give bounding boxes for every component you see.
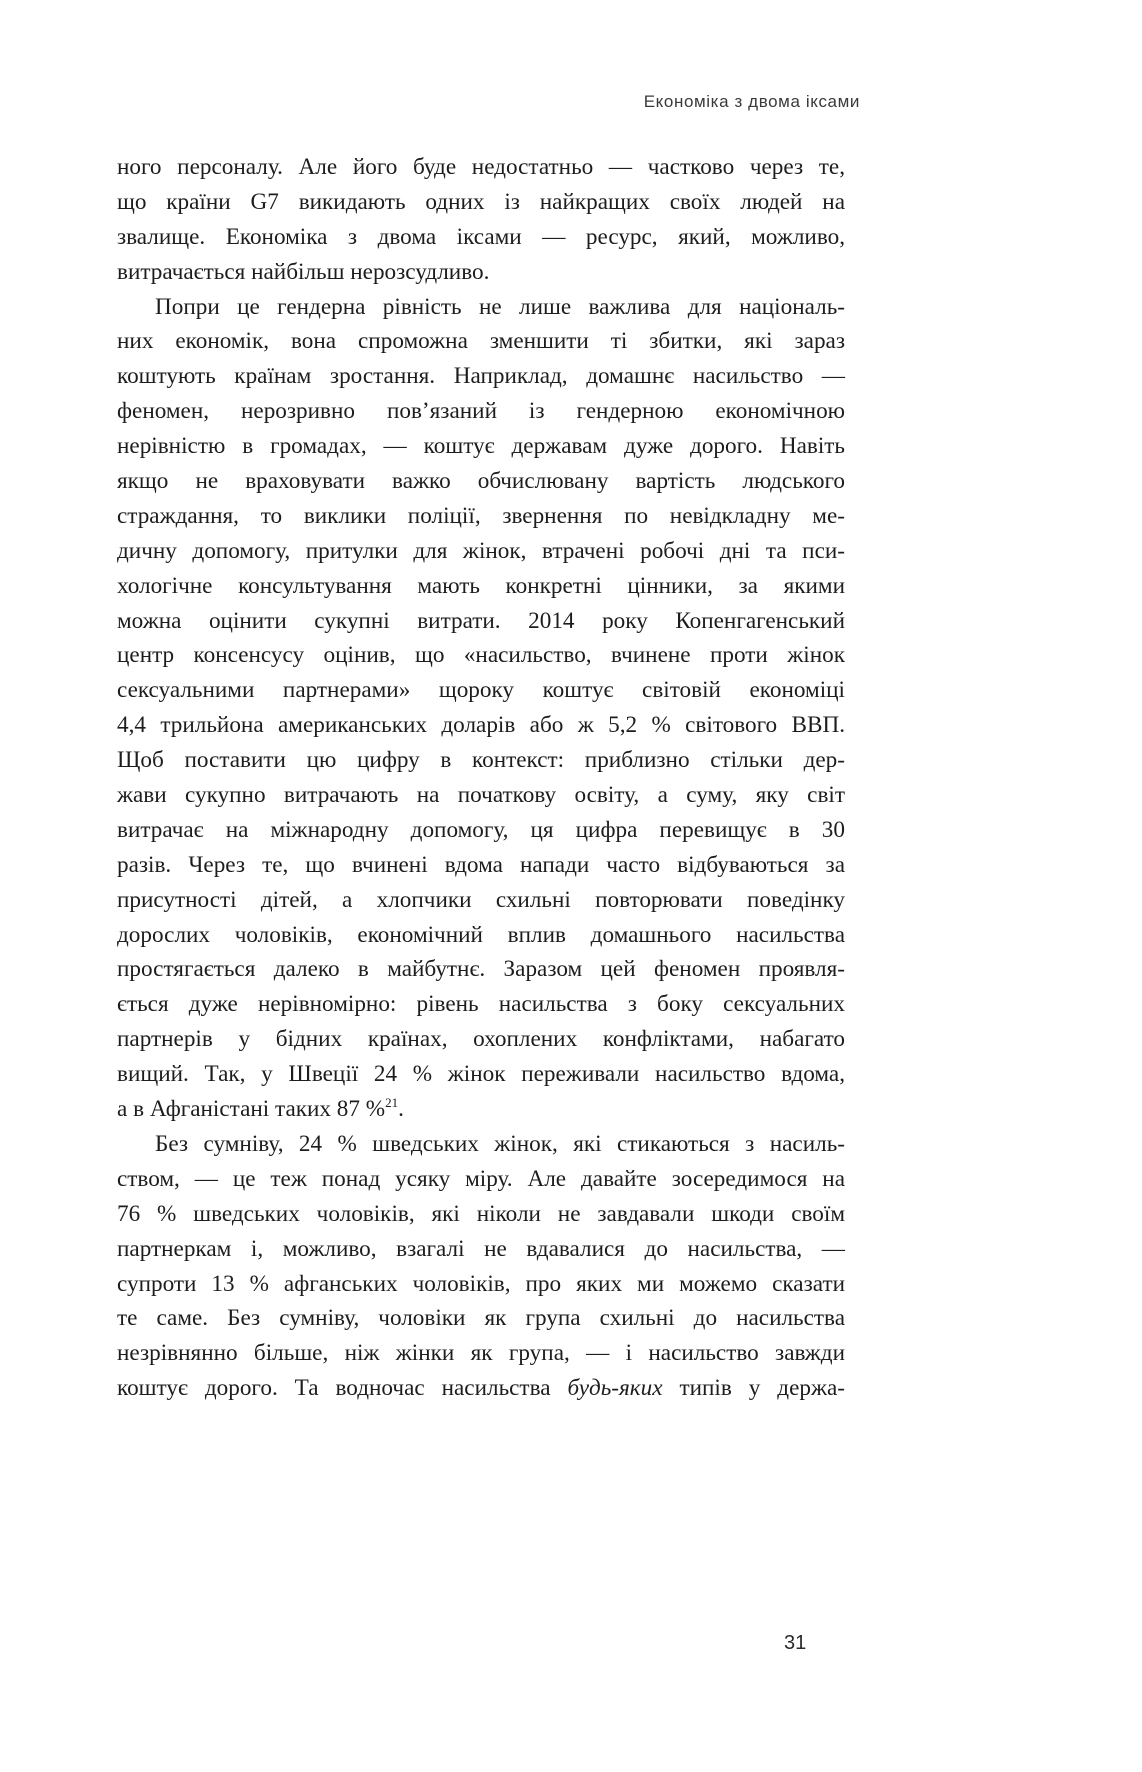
- running-header: Економіка з двома іксами: [643, 92, 860, 111]
- text-line: вищий. Так, у Швеції 24 % жінок переживали насильство вдома,: [117, 1061, 845, 1088]
- text-line: присутності дітей, а хлопчики схильні повторювати поведінку: [117, 886, 845, 913]
- footnote-reference[interactable]: 21: [385, 1095, 399, 1111]
- text-segment: .: [398, 1096, 404, 1123]
- text-line: 76 % шведських чоловіків, які ніколи не завдавали шкоди своїм: [117, 1200, 845, 1227]
- text-line: нерівністю в громадах, — коштує державам дуже дорого. Навіть: [117, 433, 845, 460]
- text-line: звалище. Економіка з двома іксами — ресурс, який, можливо,: [117, 223, 845, 250]
- text-line: витрачає на міжнародну допомогу, ця цифра перевищує в 30: [117, 816, 845, 843]
- text-line: простягається далеко в майбутнє. Заразом цей феномен проявля-: [117, 956, 845, 983]
- text-line: ного персоналу. Але його буде недостатньо — частково через те,: [117, 154, 845, 180]
- text-segment: а в Афганістані таких 87 %: [117, 1096, 386, 1123]
- text-line: супроти 13 % афганських чоловіків, про яких ми можемо сказати: [117, 1270, 845, 1297]
- text-line: жави сукупно витрачають на початкову освіту, а суму, яку світ: [117, 782, 845, 809]
- text-line: незрівнянно більше, ніж жінки як група, — і насильство завжди: [117, 1340, 845, 1367]
- text-line: центр консенсусу оцінив, що «насильство, вчинене проти жінок: [117, 642, 845, 669]
- text-line: Щоб поставити цю цифру в контекст: приблизно стільки дер-: [117, 747, 845, 774]
- text-line: якщо не враховувати важко обчислювану вартість людського: [117, 468, 845, 495]
- text-line: партнеркам і, можливо, взагалі не вдавалися до насильства, —: [117, 1235, 845, 1262]
- text-segment: коштує дорого. Та водночас насильства: [117, 1375, 568, 1402]
- paragraph-1: [117, 150, 845, 290]
- page-number: 31: [784, 1632, 807, 1654]
- text-line: партнерів у бідних країнах, охоплених конфліктами, набагато: [117, 1026, 845, 1053]
- text-line: [117, 1371, 845, 1406]
- text-line: ється дуже нерівномірно: рівень насильства з боку сексуальних: [117, 991, 845, 1018]
- body-text: [117, 150, 845, 1406]
- text-line: разів. Через те, що вчинені вдома напади часто відбуваються за: [117, 851, 845, 878]
- text-segment: типів у держа-: [662, 1375, 845, 1402]
- text-line: ством, — це теж понад усяку міру. Але давайте зосередимося на: [117, 1165, 845, 1192]
- text-line: те саме. Без сумніву, чоловіки як група схильні до насильства: [117, 1305, 845, 1332]
- text-line: Попри це гендерна рівність не лише важлива для національ-: [155, 293, 845, 320]
- text-line: хологічне консультування мають конкретні цінники, за якими: [117, 572, 845, 599]
- text-line: сексуальними партнерами» щороку коштує світовій економіці: [117, 677, 845, 704]
- text-line: що країни G7 викидають одних із найкращих своїх людей на: [117, 188, 845, 215]
- text-line: [117, 1092, 845, 1127]
- text-line: Без сумніву, 24 % шведських жінок, які стикаються з насиль-: [155, 1130, 845, 1157]
- text-line: них економік, вона спроможна зменшити ті збитки, які зараз: [117, 328, 845, 355]
- text-line: дичну допомогу, притулки для жінок, втрачені робочі дні та пси-: [117, 537, 845, 564]
- text-line: страждання, то виклики поліції, звернення по невідкладну ме-: [117, 502, 845, 529]
- text-line: 4,4 трильйона американських доларів або ж 5,2 % світового ВВП.: [117, 712, 845, 739]
- text-line: коштують країнам зростання. Наприклад, домашнє насильство —: [117, 363, 845, 390]
- text-line: можна оцінити сукупні витрати. 2014 року Копенгагенський: [117, 607, 845, 634]
- paragraph-3: [117, 1127, 845, 1406]
- italic-emphasis: будь-яких: [567, 1375, 663, 1402]
- text-line: витрачається найбільш нерозсудливо.: [117, 258, 490, 285]
- text-line: феномен, нерозривно пов’язаний із гендерною економічною: [117, 398, 845, 425]
- text-line: дорослих чоловіків, економічний вплив домашнього насильства: [117, 921, 845, 948]
- paragraph-2: [117, 290, 845, 1127]
